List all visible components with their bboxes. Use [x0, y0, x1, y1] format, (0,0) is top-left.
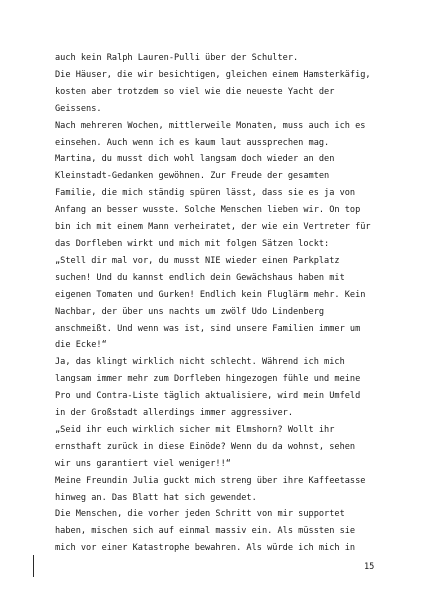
body-text	[55, 50, 375, 557]
paragraph: „Stell dir mal vor, du musst NIE wieder einen Parkplatz suchen! Und du kannst endlich dein Gewächshaus haben mit eigenen Tomaten und Gurken! Endlich kein Fluglärm mehr. Kein Nachbar, der über uns nachts um zwölf Udo Lindenberg anschmeißt. Und wenn was ist, sind unsere Familien immer um die Ecke!“	[55, 255, 366, 351]
page-number: 15	[364, 562, 375, 572]
paragraph: Die Menschen, die vorher jeden Schritt von mir supportet haben, mischen sich auf einmal massiv ein. Als müssten sie mich vor einer Katastrophe bewahren. Als würde ich mich in	[55, 509, 356, 554]
paragraph: Meine Freundin Julia guckt mich streng über ihre Kaffeetasse hinweg an. Das Blatt hat sich gewendet.	[55, 475, 366, 503]
paragraph: auch kein Ralph Lauren-Pulli über der Schulter.	[55, 53, 299, 63]
paragraph: Nach mehreren Wochen, mittlerweile Monaten, muss auch ich es einsehen. Auch wenn ich es kaum laut aussprechen mag. Martina, du musst dich wohl langsam doch wieder an den Kleinstadt-Gedanken gewöhnen. Zur Freude der gesamten Familie, die mich ständig spüren lässt, dass sie es ja von Anfang an besser wusste. Solche Menschen lieben wir. On top bin ich mit einem Mann verheiratet, der wie ein Vertreter für das Dorfleben wirkt und mich mit folgen Sätzen lockt:	[55, 120, 371, 249]
paragraph: Die Häuser, die wir besichtigen, gleichen einem Hamsterkäfig, kosten aber trotzdem so viel wie die neueste Yacht der Geissens.	[55, 69, 371, 114]
paragraph: Ja, das klingt wirklich nicht schlecht. Während ich mich langsam immer mehr zum Dorfleben hingezogen fühle und meine Pro und Contra-Liste täglich aktualisiere, wird mein Umfeld in der Großstadt allerdings immer aggressiver.	[55, 357, 361, 419]
margin-rule	[33, 555, 34, 577]
paragraph: „Seid ihr euch wirklich sicher mit Elmshorn? Wollt ihr ernsthaft zurück in diese Einöde? Wenn du da wohnst, sehen wir uns garantiert viel weniger!!“	[55, 424, 356, 469]
